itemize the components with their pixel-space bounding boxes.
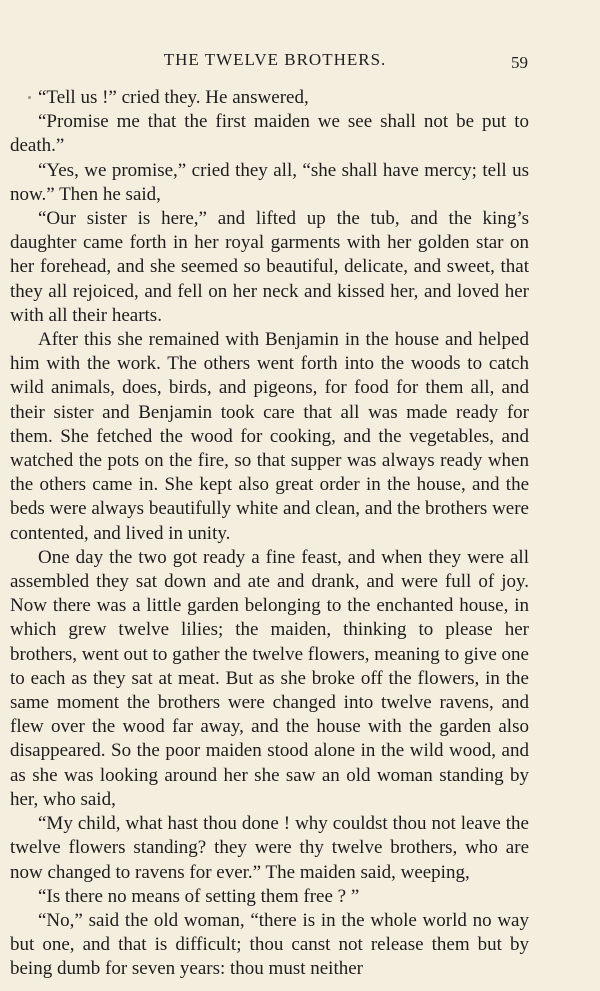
paragraph: After this she remained with Benjamin in the house and helped him with the work. The others went forth into the woods to catch wild animals, does, birds, and pigeons, for food for them all, and their sister and Benjamin took care that all was made ready for them. She fetched the wood for cooking, and the vegetables, and watched the pots on the fire, so that supper was always ready when the others came in. She kept also great order in the house, and the beds were always beautifully white and clean, and the brothers were contented, and lived in unity. xyxy=(10,329,529,544)
paragraph: One day the two got ready a fine feast, and when they were all assembled they sat down and ate and drank, and were full of joy. Now there was a little garden belonging to the enchanted house, in which grew twelve lilies; the maiden, thinking to please her brothers, went out to gather the twelve flowers, meaning to give one to each as they sat at meat. But as she broke off the flowers, in the same moment the brothers were changed into twelve ravens, and flew over the wood far away, and the house with the garden also disappeared. So the poor maiden stood alone in the wild wood, and as she was looking around her she saw an old woman standing by her, who said, xyxy=(10,546,529,810)
paragraph: “Is there no means of setting them free ? ” xyxy=(38,885,360,907)
paragraph: “Our sister is here,” and lifted up the tub, and the king’s daughter came forth in her royal garments with her golden star on her forehead, and she seemed so beautiful, delicate, and sweet, that they all rejoiced, and fell on her neck and kissed her, and loved her with all their hearts. xyxy=(10,208,529,326)
running-header xyxy=(10,48,590,72)
paragraph: “Yes, we promise,” cried they all, “she shall have mercy; tell us now.” Then he said, xyxy=(10,159,529,205)
paragraph: “My child, what hast thou done ! why couldst thou not leave the twelve flowers standing? they were thy twelve brothers, who are now changed to ravens for ever.” The maiden said, weeping, xyxy=(10,813,529,883)
chapter-title: THE TWELVE BROTHERS. xyxy=(163,50,387,69)
paragraph: “Promise me that the first maiden we see shall not be put to death.” xyxy=(10,111,529,157)
page-number: 59 xyxy=(511,53,528,72)
paragraph: “No,” said the old woman, “there is in the whole world no way but one, and that is difficult; thou canst not release them but by being dumb for seven years: thou must neither xyxy=(10,909,529,980)
body-text xyxy=(10,86,529,982)
paragraph: “Tell us !” cried they. He answered, xyxy=(38,87,309,108)
